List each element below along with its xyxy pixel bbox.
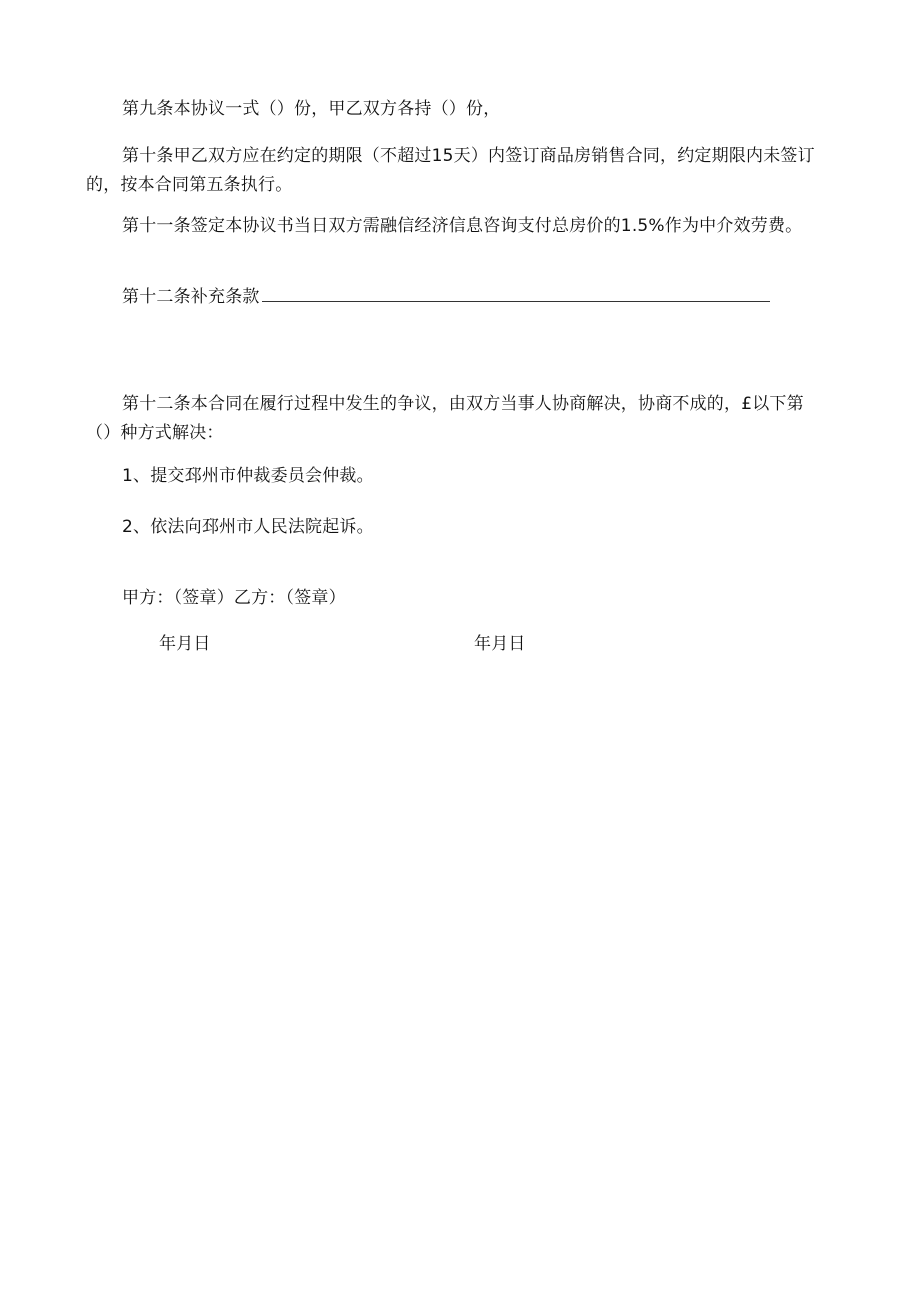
clause-12-label: 第十二条补充条款 — [122, 287, 260, 307]
date-party-a: 年月日 — [159, 634, 211, 654]
option-2: 2、依法向邳州市人民法院起诉。 — [122, 517, 374, 537]
date-party-b: 年月日 — [474, 634, 526, 654]
option-1: 1、提交邳州市仲裁委员会仲裁。 — [122, 466, 374, 486]
signature-line: 甲方：（签章）乙方：（签章） — [122, 588, 346, 608]
clause-12-supplement — [122, 283, 770, 312]
clause-11: 第十一条签定本协议书当日双方需融信经济信息咨询支付总房价的1.5%作为中介效劳费。 — [122, 216, 803, 236]
clause-9: 第九条本协议一式（）份，甲乙双方各持（）份， — [122, 99, 501, 119]
clause-12-dispute: 第十二条本合同在履行过程中发生的争议，由双方当事人协商解决，协商不成的，£以下第（）种方式解决： — [86, 394, 804, 443]
supplement-blank-line — [262, 283, 770, 302]
clause-10: 第十条甲乙双方应在约定的期限（不超过15天）内签订商品房销售合同，约定期限内未签订的，按本合同第五条执行。 — [86, 146, 815, 195]
